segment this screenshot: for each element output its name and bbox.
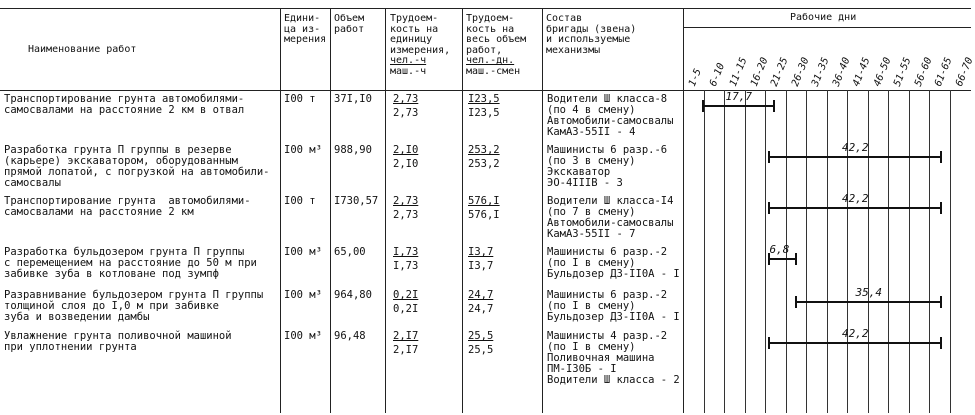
gantt-grid-line <box>745 90 746 413</box>
labor-unit-num: 2,73 <box>393 195 419 207</box>
day-range-label: 11-15 <box>728 56 750 89</box>
labor-unit-den: 2,73 <box>393 107 419 119</box>
gantt-bar-end <box>768 202 770 214</box>
header-labor-unit-den: маш.-ч <box>390 66 427 77</box>
day-range-label: 6-10 <box>707 61 727 89</box>
crew-machines: Машинисты 6 разр.-6 (по 3 в смену) Экскаватор ЭО-4IIIВ - 3 <box>547 144 668 189</box>
col-divider <box>280 8 281 413</box>
gantt-grid-line <box>909 90 910 413</box>
work-name: Транспортирование грунта автомобилями- самосвалами на расстояние 2 км <box>4 195 251 218</box>
labor-total-den: 576,I <box>468 209 500 221</box>
gantt-bar-end <box>768 151 770 163</box>
labor-unit-num: 2,73 <box>393 93 419 105</box>
labor-unit-den: I,73 <box>393 260 419 272</box>
work-volume: 964,80 <box>334 289 372 301</box>
header-labor-unit-num: чел.-ч <box>390 55 427 66</box>
gantt-duration-label: 42,2 <box>842 192 869 205</box>
col-divider <box>683 8 684 413</box>
labor-total-den: 25,5 <box>468 344 494 356</box>
day-range-label: 51-55 <box>892 56 914 89</box>
labor-unit-num: I,73 <box>393 246 419 258</box>
day-range-label: 46-50 <box>871 56 893 89</box>
header-volume: Объем работ <box>334 13 365 35</box>
day-range-label: 21-25 <box>769 56 791 89</box>
work-unit: I00 т <box>284 93 316 105</box>
crew-machines: Водители Ш класса-8 (по 4 в смену) Автомобили-самосвалы КамАЗ-55II - 4 <box>547 93 674 138</box>
labor-total-num: 253,2 <box>468 144 500 156</box>
gantt-grid-line <box>847 90 848 413</box>
labor-total-num: 576,I <box>468 195 500 207</box>
labor-unit-den: 2,73 <box>393 209 419 221</box>
gantt-bar-end <box>940 151 942 163</box>
gantt-grid-line <box>806 90 807 413</box>
work-unit: I00 м³ <box>284 246 322 258</box>
labor-total-num: 25,5 <box>468 330 494 342</box>
labor-total-den: 253,2 <box>468 158 500 170</box>
day-range-label: 56-60 <box>912 56 934 89</box>
gantt-duration-label: 42,2 <box>842 141 869 154</box>
crew-machines: Машинисты 6 разр.-2 (по I в смену) Бульдозер ДЗ-II0А - I <box>547 246 680 280</box>
header-labor-total: Трудоем- кость на весь объем работ, <box>466 13 527 56</box>
work-name: Разравнивание бульдозером грунта П группы толщиной слоя до I,0 м при забивке зуба и возведении дамбы <box>4 289 264 323</box>
header-name: Наименование работ <box>28 44 137 55</box>
labor-total-num: 24,7 <box>468 289 494 301</box>
work-unit: I00 м³ <box>284 289 322 301</box>
header-unit: Едини- ца из- мерения <box>284 13 327 45</box>
gantt-bar <box>768 207 940 209</box>
gantt-grid-line <box>950 90 951 413</box>
labor-unit-den: 2,I0 <box>393 158 419 170</box>
gantt-grid-line <box>704 90 705 413</box>
work-volume: I730,57 <box>334 195 379 207</box>
labor-unit-den: 0,2I <box>393 303 419 315</box>
labor-total-num: I3,7 <box>468 246 494 258</box>
gantt-duration-label: 35,4 <box>855 286 882 299</box>
gantt-bar-end <box>795 296 797 308</box>
col-divider <box>462 8 463 413</box>
work-unit: I00 м³ <box>284 330 322 342</box>
header-labor-total-num: чел.-дн. <box>466 55 515 66</box>
labor-total-den: I3,7 <box>468 260 494 272</box>
day-range-label: 66-70 <box>953 56 975 89</box>
col-divider <box>385 8 386 413</box>
gantt-grid-line <box>868 90 869 413</box>
day-range-label: 1-5 <box>687 67 704 89</box>
work-volume: 988,90 <box>334 144 372 156</box>
labor-unit-num: 2,I7 <box>393 330 419 342</box>
gantt-bar <box>795 301 940 303</box>
day-range-label: 61-65 <box>933 56 955 89</box>
gantt-bar <box>768 342 940 344</box>
work-unit: I00 т <box>284 195 316 207</box>
crew-machines: Водители Ш класса-I4 (по 7 в смену) Автомобили-самосвалы КамАЗ-55II - 7 <box>547 195 674 240</box>
gantt-bar <box>768 258 795 260</box>
work-unit: I00 м³ <box>284 144 322 156</box>
gantt-bar <box>768 156 940 158</box>
crew-machines: Машинисты 4 разр.-2 (по I в смену) Поливочная машина ПМ-I30Б - I Водители Ш класса - 2 <box>547 330 680 386</box>
labor-total-num: I23,5 <box>468 93 500 105</box>
gantt-bar-end <box>773 100 775 112</box>
gantt-bar <box>702 105 773 107</box>
gantt-duration-label: 6,8 <box>769 243 790 256</box>
header-labor-total-den: маш.-смен <box>466 66 521 77</box>
gantt-bar-end <box>702 100 704 112</box>
header-top-line <box>0 8 971 9</box>
day-range-label: 16-20 <box>748 56 770 89</box>
work-volume: 37I,I0 <box>334 93 372 105</box>
work-volume: 65,00 <box>334 246 366 258</box>
header-work-days: Рабочие дни <box>790 12 857 23</box>
header-bottom-line <box>0 90 971 91</box>
days-subheader-line <box>683 27 971 28</box>
gantt-bar-end <box>940 337 942 349</box>
gantt-grid-line <box>827 90 828 413</box>
gantt-grid-line <box>765 90 766 413</box>
work-name: Разработка бульдозером грунта П группы с перемещением на расстояние до 50 м при забивке зуба в котловане под зумпф <box>4 246 257 280</box>
day-range-label: 41-45 <box>851 56 873 89</box>
col-divider <box>542 8 543 413</box>
work-name: Увлажнение грунта поливочной машиной при уплотнении грунта <box>4 330 232 353</box>
day-range-label: 31-35 <box>810 56 832 89</box>
gantt-bar-end <box>940 296 942 308</box>
col-divider <box>330 8 331 413</box>
work-volume: 96,48 <box>334 330 366 342</box>
work-name: Транспортирование грунта автомобилями- самосвалами на расстояние 2 км в отвал <box>4 93 245 116</box>
labor-unit-num: 2,I0 <box>393 144 419 156</box>
gantt-bar-end <box>940 202 942 214</box>
gantt-grid-line <box>888 90 889 413</box>
day-range-label: 26-30 <box>789 56 811 89</box>
labor-unit-num: 0,2I <box>393 289 419 301</box>
gantt-bar-end <box>768 337 770 349</box>
header-labor-unit: Трудоем- кость на единицу измерения, <box>390 13 451 56</box>
crew-machines: Машинисты 6 разр.-2 (по I в смену) Бульдозер ДЗ-II0А - I <box>547 289 680 323</box>
labor-total-den: 24,7 <box>468 303 494 315</box>
day-range-label: 36-40 <box>830 56 852 89</box>
labor-unit-den: 2,I7 <box>393 344 419 356</box>
work-name: Разработка грунта П группы в резерве (карьере) экскаватором, оборудованным прямой лопатой, с погрузкой на автомобили- самосвалы <box>4 144 270 189</box>
gantt-duration-label: 42,2 <box>842 327 869 340</box>
header-crew: Состав бригады (звена) и используемые механизмы <box>546 13 637 56</box>
labor-total-den: I23,5 <box>468 107 500 119</box>
gantt-grid-line <box>929 90 930 413</box>
gantt-grid-line <box>724 90 725 413</box>
gantt-duration-label: 17,7 <box>725 90 752 103</box>
gantt-bar-end <box>795 253 797 265</box>
